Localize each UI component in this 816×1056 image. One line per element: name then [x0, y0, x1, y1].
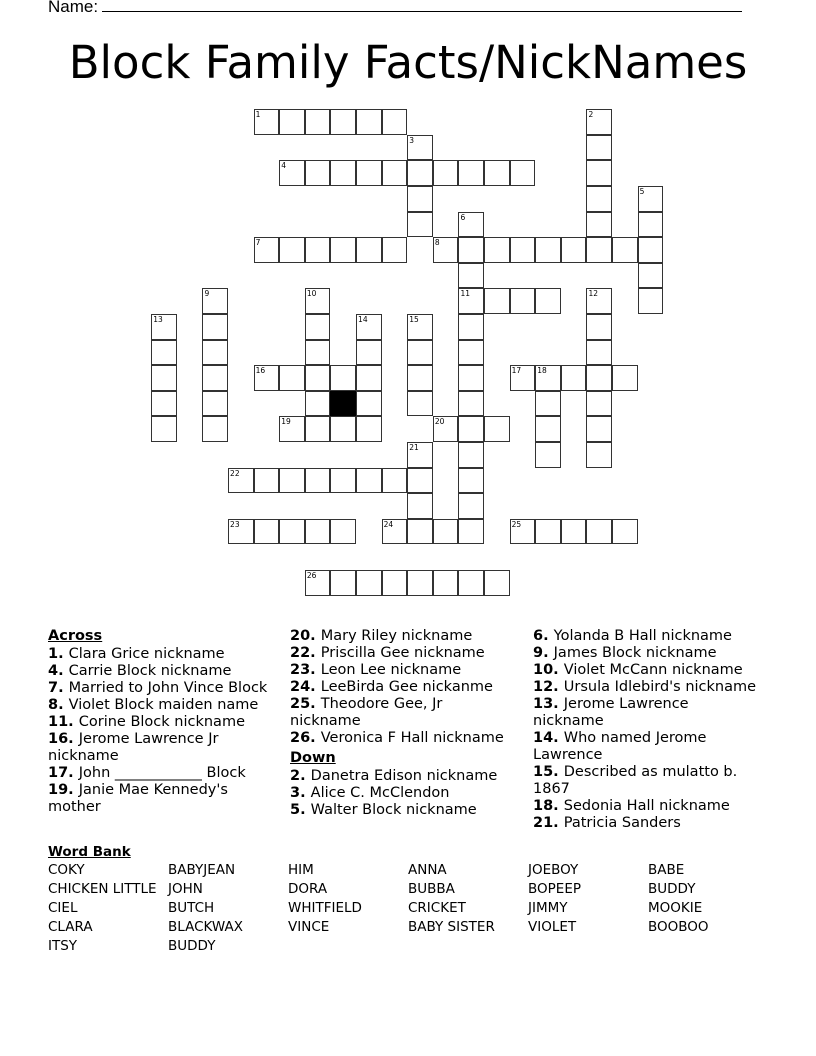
grid-cell[interactable] [382, 519, 408, 545]
clue-number: 14. [533, 730, 564, 746]
grid-cell[interactable] [484, 570, 510, 596]
word-bank-item [408, 938, 528, 957]
clue-number: 25 [511, 519, 522, 529]
clue-number: 8. [48, 697, 69, 713]
word-bank-item: BOPEEP [528, 881, 581, 897]
grid-cell[interactable] [407, 493, 433, 519]
word-bank-item: MOOKIE [648, 900, 703, 916]
grid-cell[interactable] [151, 391, 177, 417]
clue-item [48, 646, 280, 663]
clue-item [290, 696, 515, 730]
word-bank-item: BUDDY [648, 881, 696, 897]
grid-cell[interactable] [151, 416, 177, 442]
clue-text: Veronica F Hall nickname [320, 730, 504, 746]
grid-cell[interactable] [458, 365, 484, 391]
clue-text: Married to John Vince Block [68, 680, 268, 696]
clue-item [533, 628, 763, 645]
grid-cell[interactable] [510, 288, 536, 314]
clue-number: 2. [290, 768, 311, 784]
grid-cell[interactable] [356, 365, 382, 391]
grid-cell[interactable] [586, 160, 612, 186]
grid-cell[interactable] [407, 519, 433, 545]
word-bank-item: WHITFIELD [288, 900, 362, 916]
clue-number: 14 [358, 315, 368, 325]
word-bank-item: VIOLET [528, 919, 577, 935]
clue-text: Alice C. McClendon [310, 785, 450, 801]
grid-cell[interactable] [586, 186, 612, 212]
grid-cell[interactable] [305, 314, 331, 340]
clue-text: Clara Grice nickname [68, 646, 225, 662]
grid-cell[interactable] [330, 160, 356, 186]
grid-cell[interactable] [510, 237, 536, 263]
clue-text: Described as mulatto b. 1867 [533, 764, 738, 797]
grid-cell[interactable] [638, 263, 664, 289]
clue-item [290, 785, 515, 802]
clue-item [48, 765, 280, 782]
grid-cell[interactable] [407, 391, 433, 417]
grid-cell[interactable] [458, 160, 484, 186]
grid-cell[interactable] [458, 263, 484, 289]
clue-text: Sedonia Hall nickname [563, 798, 730, 814]
clue-text: Violet Block maiden name [68, 697, 259, 713]
grid-cell[interactable] [586, 416, 612, 442]
grid-cell[interactable] [586, 340, 612, 366]
word-bank-item: JIMMY [528, 900, 568, 916]
clue-text: Danetra Edison nickname [310, 768, 498, 784]
word-bank-item: COKY [48, 862, 85, 878]
name-label: Name: [48, 0, 99, 16]
grid-cell[interactable] [279, 109, 305, 135]
grid-cell[interactable] [586, 442, 612, 468]
grid-cell[interactable] [586, 212, 612, 238]
word-bank-item: VINCE [288, 919, 330, 935]
clue-item [290, 628, 515, 645]
grid-cell[interactable] [202, 340, 228, 366]
clue-number: 4 [281, 161, 287, 171]
clue-text: Leon Lee nickname [320, 662, 462, 678]
grid-cell[interactable] [586, 314, 612, 340]
word-bank-item: BLACKWAX [168, 919, 243, 935]
grid-cell[interactable] [407, 160, 433, 186]
clue-text: Theodore Gee, Jr nickname [290, 696, 443, 729]
grid-cell[interactable] [561, 365, 587, 391]
grid-cell[interactable] [330, 468, 356, 494]
grid-cell[interactable] [407, 442, 433, 468]
grid-cell[interactable] [330, 109, 356, 135]
grid-cell[interactable] [305, 519, 331, 545]
clue-item [533, 696, 763, 730]
grid-cell[interactable] [356, 570, 382, 596]
clue-number: 20 [434, 417, 445, 427]
grid-cell[interactable] [330, 237, 356, 263]
clue-text: Ursula Idlebird's nickname [563, 679, 757, 695]
word-bank-item [288, 938, 408, 957]
clue-item [533, 764, 763, 798]
clue-number: 2 [588, 110, 594, 120]
clue-text: Carrie Block nickname [68, 663, 232, 679]
clue-item [533, 798, 763, 815]
grid-cell[interactable] [202, 365, 228, 391]
word-bank-item: JOEBOY [528, 862, 579, 878]
word-bank-item: BUBBA [408, 881, 455, 897]
clue-number: 16 [255, 366, 266, 376]
grid-cell[interactable] [254, 237, 280, 263]
clue-text: Janie Mae Kennedy's mother [48, 782, 228, 815]
clue-item [48, 680, 280, 697]
word-bank-item: CIEL [48, 900, 78, 916]
grid-cell[interactable] [586, 288, 612, 314]
grid-cell[interactable] [458, 237, 484, 263]
clue-item [48, 731, 280, 765]
down-heading: Down [290, 750, 336, 766]
clue-item [48, 782, 280, 816]
grid-cell[interactable] [356, 109, 382, 135]
word-bank-item: ITSY [48, 938, 78, 954]
clue-number: 18. [533, 798, 564, 814]
grid-cell[interactable] [254, 109, 280, 135]
clue-number: 25. [290, 696, 321, 712]
grid-cell[interactable] [586, 109, 612, 135]
grid-cell[interactable] [279, 237, 305, 263]
grid-cell[interactable] [535, 442, 561, 468]
grid-cell[interactable] [586, 237, 612, 263]
clue-number: 20. [290, 628, 321, 644]
grid-cell[interactable] [407, 365, 433, 391]
clue-text: Patricia Sanders [563, 815, 681, 831]
grid-cell[interactable] [305, 391, 331, 417]
clue-number: 15 [409, 315, 419, 325]
clue-text: Mary Riley nickname [320, 628, 473, 644]
clue-item [48, 663, 280, 680]
grid-cell[interactable] [330, 416, 356, 442]
grid-cell[interactable] [458, 416, 484, 442]
clue-text: Jerome Lawrence nickname [533, 696, 689, 729]
grid-cell[interactable] [612, 365, 638, 391]
clue-number: 16. [48, 731, 79, 747]
clues-column-2 [290, 628, 515, 819]
grid-cell[interactable] [586, 365, 612, 391]
grid-cell[interactable] [382, 468, 408, 494]
word-bank-item: BABYJEAN [168, 862, 236, 878]
word-bank-heading: Word Bank [48, 844, 131, 860]
grid-cell[interactable] [612, 237, 638, 263]
grid-cell[interactable] [305, 416, 331, 442]
grid-cell[interactable] [407, 186, 433, 212]
grid-cell[interactable] [484, 237, 510, 263]
word-bank-item [528, 938, 648, 957]
grid-cell[interactable] [305, 109, 331, 135]
clue-number: 6 [460, 212, 466, 222]
grid-cell[interactable] [305, 365, 331, 391]
grid-cell[interactable] [279, 365, 305, 391]
grid-cell[interactable] [382, 109, 408, 135]
word-bank-item: CLARA [48, 919, 93, 935]
word-bank-item: DORA [288, 881, 328, 897]
grid-cell[interactable] [638, 288, 664, 314]
grid-cell[interactable] [586, 391, 612, 417]
word-bank-item: BABY SISTER [408, 919, 495, 935]
clue-item [48, 714, 280, 731]
grid-cell[interactable] [407, 212, 433, 238]
clue-number: 19 [281, 417, 291, 427]
grid-cell[interactable] [433, 519, 459, 545]
grid-cell[interactable] [407, 314, 433, 340]
grid-cell[interactable] [305, 288, 331, 314]
clue-number: 26 [306, 571, 317, 581]
grid-cell[interactable] [433, 237, 459, 263]
clue-text: LeeBirda Gee nickanme [320, 679, 493, 695]
grid-cell[interactable] [279, 519, 305, 545]
clue-number: 21 [409, 443, 419, 453]
grid-cell[interactable] [356, 340, 382, 366]
grid-cell[interactable] [279, 416, 305, 442]
word-bank-item [648, 938, 768, 957]
grid-cell[interactable] [561, 519, 587, 545]
grid-cell[interactable] [254, 365, 280, 391]
clue-number: 22. [290, 645, 321, 661]
grid-cell[interactable] [279, 160, 305, 186]
clue-number: 19. [48, 782, 79, 798]
clue-item [290, 802, 515, 819]
word-bank-item: BOOBOO [648, 919, 709, 935]
grid-cell[interactable] [433, 160, 459, 186]
clue-number: 11 [460, 289, 470, 299]
clue-number: 10. [533, 662, 564, 678]
grid-cell[interactable] [356, 468, 382, 494]
clue-number: 5 [639, 187, 645, 197]
clue-number: 1. [48, 646, 69, 662]
grid-cell[interactable] [305, 468, 331, 494]
clue-number: 22 [230, 468, 240, 478]
clue-number: 23. [290, 662, 321, 678]
clue-item [533, 730, 763, 764]
grid-cell[interactable] [228, 519, 254, 545]
clue-number: 15. [533, 764, 564, 780]
word-bank-item: CRICKET [408, 900, 466, 916]
word-bank-item: BUDDY [168, 938, 216, 954]
grid-cell[interactable] [407, 340, 433, 366]
grid-cell[interactable] [458, 519, 484, 545]
clue-item [533, 679, 763, 696]
word-bank-item: BUTCH [168, 900, 215, 916]
grid-cell[interactable] [305, 570, 331, 596]
clue-text: Violet McCann nickname [563, 662, 743, 678]
word-bank-item: BABE [648, 862, 685, 878]
grid-cell[interactable] [330, 570, 356, 596]
clue-item [533, 662, 763, 679]
grid-cell[interactable] [279, 468, 305, 494]
grid-cell[interactable] [535, 416, 561, 442]
clue-item [533, 645, 763, 662]
clue-number: 7. [48, 680, 69, 696]
clue-number: 8 [434, 238, 440, 248]
grid-cell[interactable] [458, 468, 484, 494]
grid-cell[interactable] [356, 160, 382, 186]
grid-cell[interactable] [407, 135, 433, 161]
clue-number: 4. [48, 663, 69, 679]
grid-cell[interactable] [407, 468, 433, 494]
clue-number: 7 [255, 238, 261, 248]
grid-cell[interactable] [382, 237, 408, 263]
grid-cell[interactable] [382, 570, 408, 596]
grid-cell[interactable] [484, 416, 510, 442]
clue-number: 5. [290, 802, 311, 818]
word-bank [48, 862, 768, 957]
grid-cell[interactable] [151, 340, 177, 366]
grid-cell[interactable] [330, 365, 356, 391]
clue-item [533, 815, 763, 832]
clue-number: 3 [409, 135, 415, 145]
grid-cell[interactable] [356, 416, 382, 442]
grid-cell[interactable] [356, 314, 382, 340]
grid-cell[interactable] [202, 288, 228, 314]
black-cell [330, 391, 356, 417]
grid-cell[interactable] [458, 288, 484, 314]
grid-cell[interactable] [254, 519, 280, 545]
clue-text: Corine Block nickname [78, 714, 245, 730]
grid-cell[interactable] [305, 340, 331, 366]
clue-text: Yolanda B Hall nickname [553, 628, 732, 644]
clue-number: 24. [290, 679, 321, 695]
grid-cell[interactable] [638, 186, 664, 212]
clue-number: 12. [533, 679, 564, 695]
grid-cell[interactable] [356, 237, 382, 263]
clue-number: 10 [306, 289, 317, 299]
clue-number: 17 [511, 366, 522, 376]
clue-item [290, 645, 515, 662]
grid-cell[interactable] [330, 519, 356, 545]
grid-cell[interactable] [458, 570, 484, 596]
clue-number: 26. [290, 730, 321, 746]
clues-column-1 [48, 628, 280, 816]
word-bank-item: ANNA [408, 862, 447, 878]
grid-cell[interactable] [458, 442, 484, 468]
clue-number: 1 [255, 110, 261, 120]
across-heading: Across [48, 628, 103, 644]
grid-cell[interactable] [535, 365, 561, 391]
grid-cell[interactable] [586, 519, 612, 545]
grid-cell[interactable] [458, 391, 484, 417]
grid-cell[interactable] [202, 416, 228, 442]
clue-text: James Block nickname [553, 645, 717, 661]
clue-item [290, 679, 515, 696]
clue-number: 18 [537, 366, 547, 376]
clue-number: 3. [290, 785, 311, 801]
grid-cell[interactable] [535, 391, 561, 417]
grid-cell[interactable] [612, 519, 638, 545]
word-bank-item: CHICKEN LITTLE [48, 881, 157, 897]
clue-number: 17. [48, 765, 79, 781]
grid-cell[interactable] [305, 160, 331, 186]
clue-text: Priscilla Gee nickname [320, 645, 485, 661]
grid-cell[interactable] [202, 314, 228, 340]
clue-item [290, 768, 515, 785]
grid-cell[interactable] [510, 519, 536, 545]
grid-cell[interactable] [484, 288, 510, 314]
clue-text: John ____________ Block [78, 765, 246, 781]
grid-cell[interactable] [151, 314, 177, 340]
clue-number: 24 [383, 519, 394, 529]
grid-cell[interactable] [202, 391, 228, 417]
clue-number: 9 [204, 289, 210, 299]
grid-cell[interactable] [254, 468, 280, 494]
grid-cell[interactable] [638, 237, 664, 263]
clue-item [48, 697, 280, 714]
grid-cell[interactable] [433, 570, 459, 596]
grid-cell[interactable] [458, 212, 484, 238]
grid-cell[interactable] [638, 212, 664, 238]
grid-cell[interactable] [356, 391, 382, 417]
clue-number: 9. [533, 645, 554, 661]
grid-cell[interactable] [151, 365, 177, 391]
grid-cell[interactable] [561, 237, 587, 263]
page-title: Block Family Facts/NickNames [68, 36, 748, 89]
word-bank-item: JOHN [168, 881, 203, 897]
clue-text: Walter Block nickname [310, 802, 477, 818]
grid-cell[interactable] [433, 416, 459, 442]
clue-number: 6. [533, 628, 554, 644]
clue-number: 13. [533, 696, 564, 712]
clues-column-3 [533, 628, 763, 832]
clue-number: 11. [48, 714, 79, 730]
grid-cell[interactable] [228, 468, 254, 494]
clue-number: 23 [230, 519, 240, 529]
clue-number: 21. [533, 815, 564, 831]
grid-cell[interactable] [458, 314, 484, 340]
grid-cell[interactable] [535, 519, 561, 545]
clue-text: Jerome Lawrence Jr nickname [48, 731, 219, 764]
grid-cell[interactable] [458, 493, 484, 519]
grid-cell[interactable] [382, 160, 408, 186]
grid-cell[interactable] [586, 135, 612, 161]
clue-item [290, 730, 515, 747]
grid-cell[interactable] [510, 365, 536, 391]
grid-cell[interactable] [510, 160, 536, 186]
clue-item [290, 662, 515, 679]
clue-number: 13 [153, 315, 163, 325]
grid-cell[interactable] [305, 237, 331, 263]
clue-number: 12 [588, 289, 598, 299]
grid-cell[interactable] [484, 160, 510, 186]
grid-cell[interactable] [535, 237, 561, 263]
grid-cell[interactable] [407, 570, 433, 596]
grid-cell[interactable] [458, 340, 484, 366]
word-bank-item: HIM [288, 862, 314, 878]
grid-cell[interactable] [535, 288, 561, 314]
clue-text: Who named Jerome Lawrence [533, 730, 707, 763]
